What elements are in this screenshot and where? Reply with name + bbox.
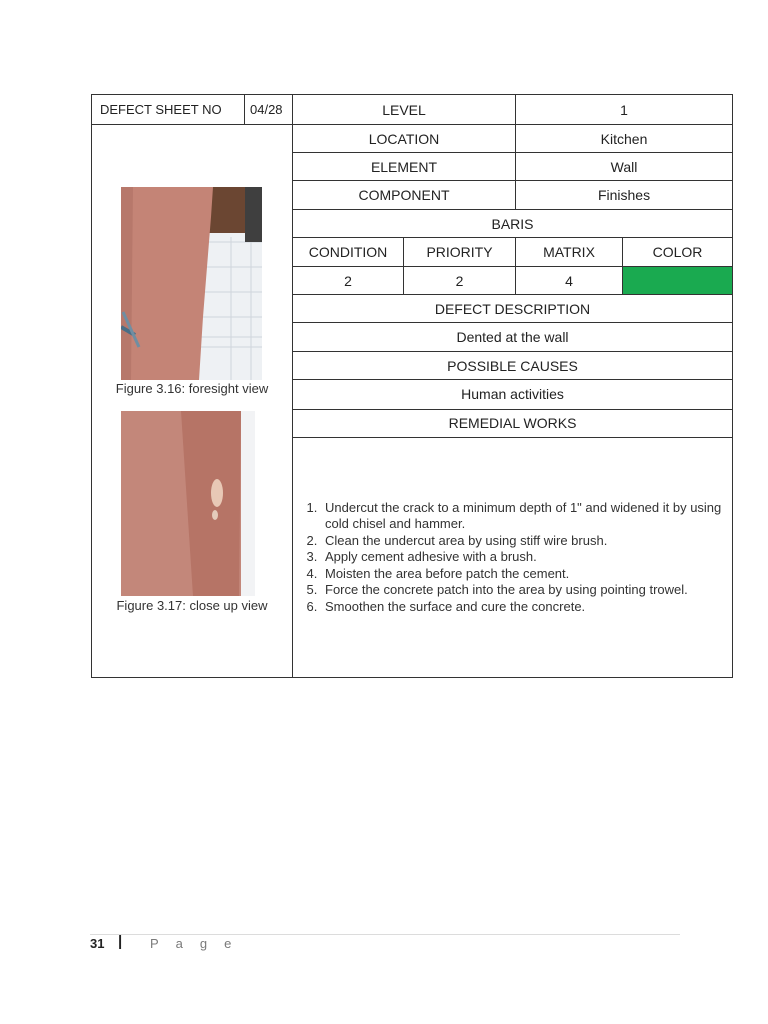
element-value: Wall: [516, 153, 733, 181]
defect-sheet-label: DEFECT SHEET NO: [92, 95, 245, 125]
color-header: COLOR: [623, 238, 733, 267]
defect-description-title: DEFECT DESCRIPTION: [293, 295, 733, 323]
priority-value: 2: [404, 267, 516, 295]
defect-sheet-table: [91, 94, 733, 678]
close-up-photo: [121, 411, 255, 596]
remedial-works-title: REMEDIAL WORKS: [293, 409, 733, 437]
component-value: Finishes: [516, 181, 733, 210]
remedial-step: 4. Moisten the area before patch the cement.: [321, 566, 724, 583]
remedial-step: 1. Undercut the crack to a minimum depth of 1" and widened it by using cold chisel and hammer.: [321, 500, 724, 533]
page-number: 31: [90, 936, 105, 951]
location-value: Kitchen: [516, 125, 733, 153]
figures-cell: [92, 125, 293, 678]
remedial-step: 5. Force the concrete patch into the area by using pointing trowel.: [321, 582, 724, 599]
remedial-works-cell: [293, 437, 733, 677]
level-value: 1: [516, 95, 733, 125]
matrix-value: 4: [516, 267, 623, 295]
figure-caption-foresight: Figure 3.16: foresight view: [115, 381, 269, 397]
element-label: ELEMENT: [293, 153, 516, 181]
remedial-steps-list: [293, 500, 732, 616]
page-separator: |: [118, 933, 123, 950]
remedial-step: 2. Clean the undercut area by using stiff wire brush.: [321, 533, 724, 550]
page-word: Page: [150, 936, 249, 951]
figure-caption-close-up: Figure 3.17: close up view: [116, 598, 268, 614]
remedial-step: 3. Apply cement adhesive with a brush.: [321, 549, 724, 566]
condition-header: CONDITION: [293, 238, 404, 267]
matrix-header: MATRIX: [516, 238, 623, 267]
color-swatch: [623, 267, 733, 295]
location-label: LOCATION: [293, 125, 516, 153]
component-label: COMPONENT: [293, 181, 516, 210]
foresight-photo: [121, 187, 262, 380]
condition-value: 2: [293, 267, 404, 295]
defect-sheet-number: 04/28: [245, 95, 293, 125]
level-label: LEVEL: [293, 95, 516, 125]
possible-causes-text: Human activities: [293, 380, 733, 409]
priority-header: PRIORITY: [404, 238, 516, 267]
baris-title: BARIS: [293, 210, 733, 238]
possible-causes-title: POSSIBLE CAUSES: [293, 352, 733, 380]
remedial-step: 6. Smoothen the surface and cure the concrete.: [321, 599, 724, 616]
footer-rule: [90, 934, 680, 935]
defect-description-text: Dented at the wall: [293, 323, 733, 352]
